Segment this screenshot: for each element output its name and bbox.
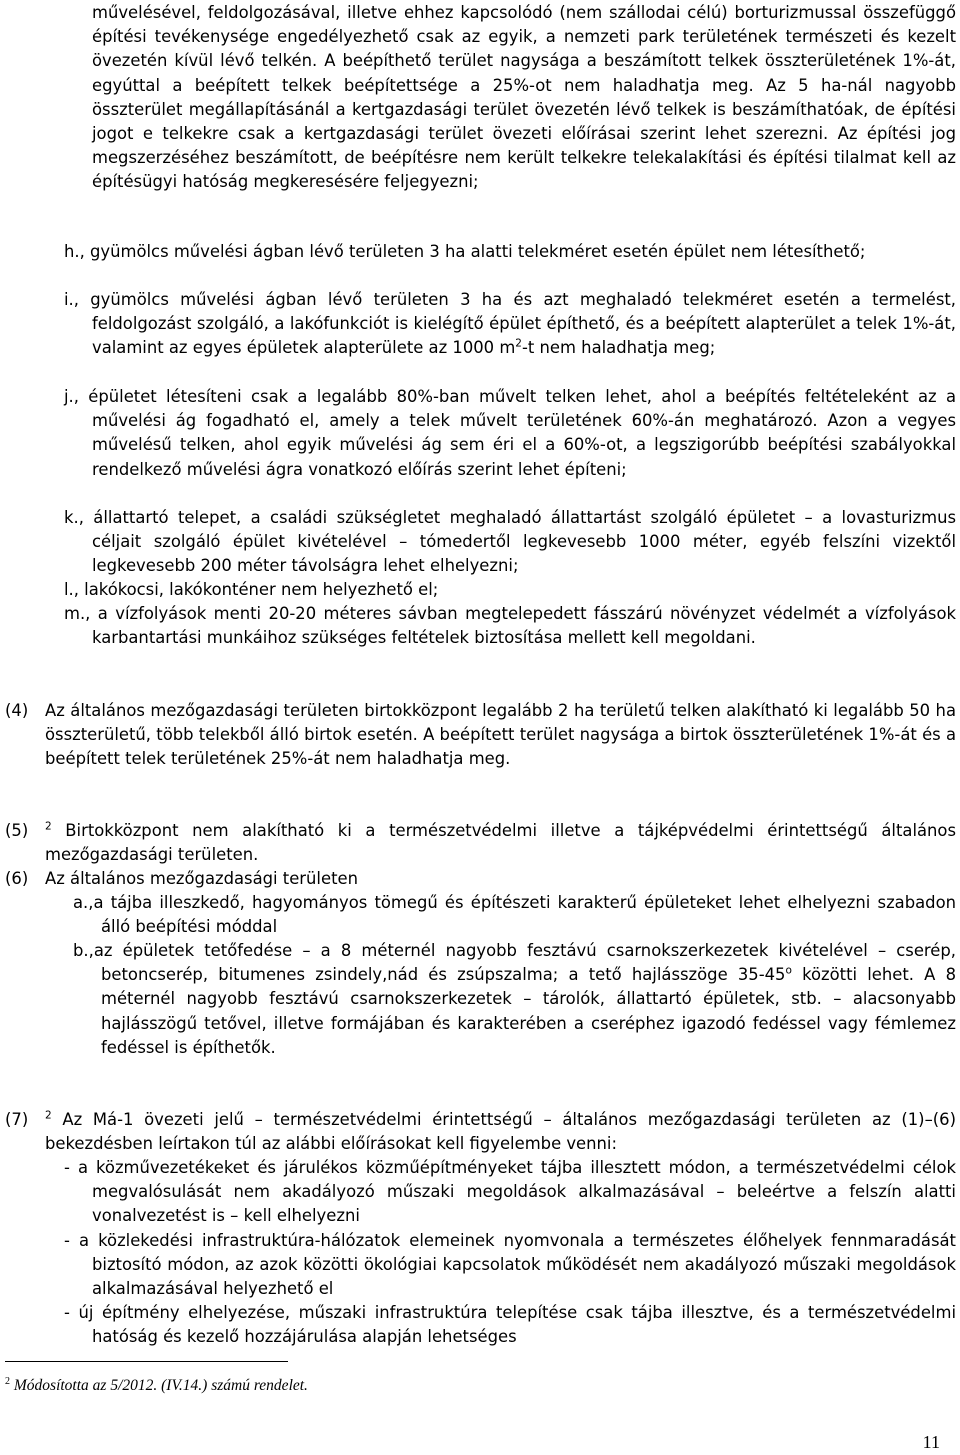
continued-paragraph: művelésével, feldolgozásával, illetve ehhez kapcsolódó (nem szállodai célú) borturizmussal összefüggő építési tevékenysége engedélyezhető csak az egyik, a nemzeti park területének természeti és kezelt övezetén kívül lévő telkén. A beépíthető terület nagysága a beszámított telkek összterületének 1%-át, egyúttal a beépített telkek beépítettsége a 25%-ot nem haladhatja meg. Az 5 ha-nál nagyobb összterület megállapításánál a kertgazdasági terület övezetén lévő telkek is beszámíthatóak, de építési jogot e telkekre csak a kertgazdasági terület övezeti előírásai szerint lehet szerezni. Az építési jog megszerzéséhez beszámított, de beépítésre nem került telkekre telekalakítási és építési tilalmat kell az építésügyi hatóság megkeresésére feljegyezni; bbox=[92, 3, 956, 192]
paragraph-7-bullet: - a közlekedési infrastruktúra-hálózatok elemeinek nyomvonala a természetes élőhelyek fennmaradását biztosító módon, az azok közötti ökológiai kapcsolatok működését nem akadályozó műszaki megoldások alkalmazásával helyezhető el bbox=[64, 1231, 956, 1299]
item-l: l., lakókocsi, lakókonténer nem helyezhető el; bbox=[64, 580, 439, 599]
footnote: $^2$ Módosította az 5/2012. (IV.14.) számú rendelet. bbox=[5, 1375, 308, 1394]
paragraph-4: Az általános mezőgazdasági területen birtokközpont legalább 2 ha területű telken alakítható ki legalább 50 ha összterületű, több telekből álló birtok esetén. A beépített terület nagysága a birtok összterületének 1%-át és a beépített telek területének 25%-át nem haladhatja meg. bbox=[45, 701, 956, 769]
footnote-ref: 2 bbox=[45, 820, 52, 833]
paragraph-5: $^2$ Birtokközpont nem alakítható ki a természetvédelmi illetve a tájképvédelmi érintettségű általános mezőgazdasági területen. bbox=[45, 820, 956, 865]
page-number: 11 bbox=[922, 1432, 940, 1452]
paragraph-6-item-b: b.,az épületek tetőfedése – a 8 méternél nagyobb fesztávú csarnokszerkezetek kivételével – cserép, betoncserép, bitumenes zsindely,nád és zsúpszalma; a tető hajlásszöge 35-45$^o$ közötti lehet. A 8 méternél nagyobb fesztávú csarnokszerkezetek – tárolók, állattartó épületek, stb. – alacsonyabb hajlásszögű tetővel, illetve formájában és karakterében a cseréphez igazodó fedéssel vagy fémlemez fedéssel is építhetők. bbox=[73, 941, 956, 1057]
paragraph-number-6: (6) bbox=[5, 869, 29, 888]
item-h: h., gyümölcs művelési ágban lévő területen 3 ha alatti telekméret esetén épület nem létesíthető; bbox=[64, 242, 866, 261]
item-m: m., a vízfolyások menti 20-20 méteres sávban megtelepedett fásszárú növényzet védelmét a vízfolyások karbantartási munkáihoz szükséges feltételek biztosítása mellett kell megoldani. bbox=[64, 604, 956, 648]
item-k: k., állattartó telepet, a családi szükségletet meghaladó állattartást szolgáló épületet – a lovasturizmus céljait szolgáló épület kivételével – tómedertől legkevesebb 1000 méter, egyéb felszíni vizektől legkevesebb 200 méter távolságra lehet elhelyezni; bbox=[64, 508, 956, 576]
paragraph-number-7: (7) bbox=[5, 1110, 29, 1129]
item-i: i., gyümölcs művelési ágban lévő területen 3 ha és azt meghaladó telekméret esetén a termelést, feldolgozást szolgáló, a lakófunkciót is kielégítő épület építhető, és a beépített alapterület a telek 1%-át, valamint az egyes épületek alapterülete az 1000 $m^2-t$ nem haladhatja meg; bbox=[64, 290, 956, 358]
paragraph-6-item-a: a.,a tájba illeszkedő, hagyományos tömegű és építészeti karakterű épületeket lehet elhelyezni szabadon álló beépítési móddal bbox=[73, 893, 956, 937]
footnote-separator bbox=[5, 1361, 288, 1362]
paragraph-7-bullet: - új építmény elhelyezése, műszaki infrastruktúra telepítése csak tájba illesztve, és a természetvédelmi hatóság és kezelő hozzájárulása alapján lehetséges bbox=[64, 1303, 956, 1347]
paragraph-7: $^2$ Az Má-1 övezeti jelű – természetvédelmi érintettségű – általános mezőgazdasági területen az (1)–(6) bekezdésben leírtakon túl az alábbi előírásokat kell figyelembe venni: bbox=[45, 1109, 956, 1154]
paragraph-number-5: (5) bbox=[5, 821, 29, 840]
paragraph-7-bullet: - a közművezetékeket és járulékos közműépítményeket tájba illesztett módon, a természetvédelmi célok megvalósulását nem akadályozó műszaki megoldások alkalmazásával – beleértve a felszín alatti vonalvezetést is – kell elhelyezni bbox=[64, 1158, 956, 1226]
paragraph-6-intro: Az általános mezőgazdasági területen bbox=[45, 869, 358, 888]
paragraph-number-4: (4) bbox=[5, 701, 29, 720]
item-j: j., épületet létesíteni csak a legalább 80%-ban művelt telken lehet, ahol a beépítés feltételeként az a művelési ág fogadható el, amely a telek művelt területének 60%-án meghatározó. Azon a vegyes művelésű telken, ahol egyik művelési ág sem éri el a 60%-ot, a legszigorúbb beépítési szabályokkal rendelkező művelési ágra vonatkozó előírás szerint lehet építeni; bbox=[64, 387, 956, 479]
footnote-ref: 2 bbox=[45, 1109, 52, 1122]
